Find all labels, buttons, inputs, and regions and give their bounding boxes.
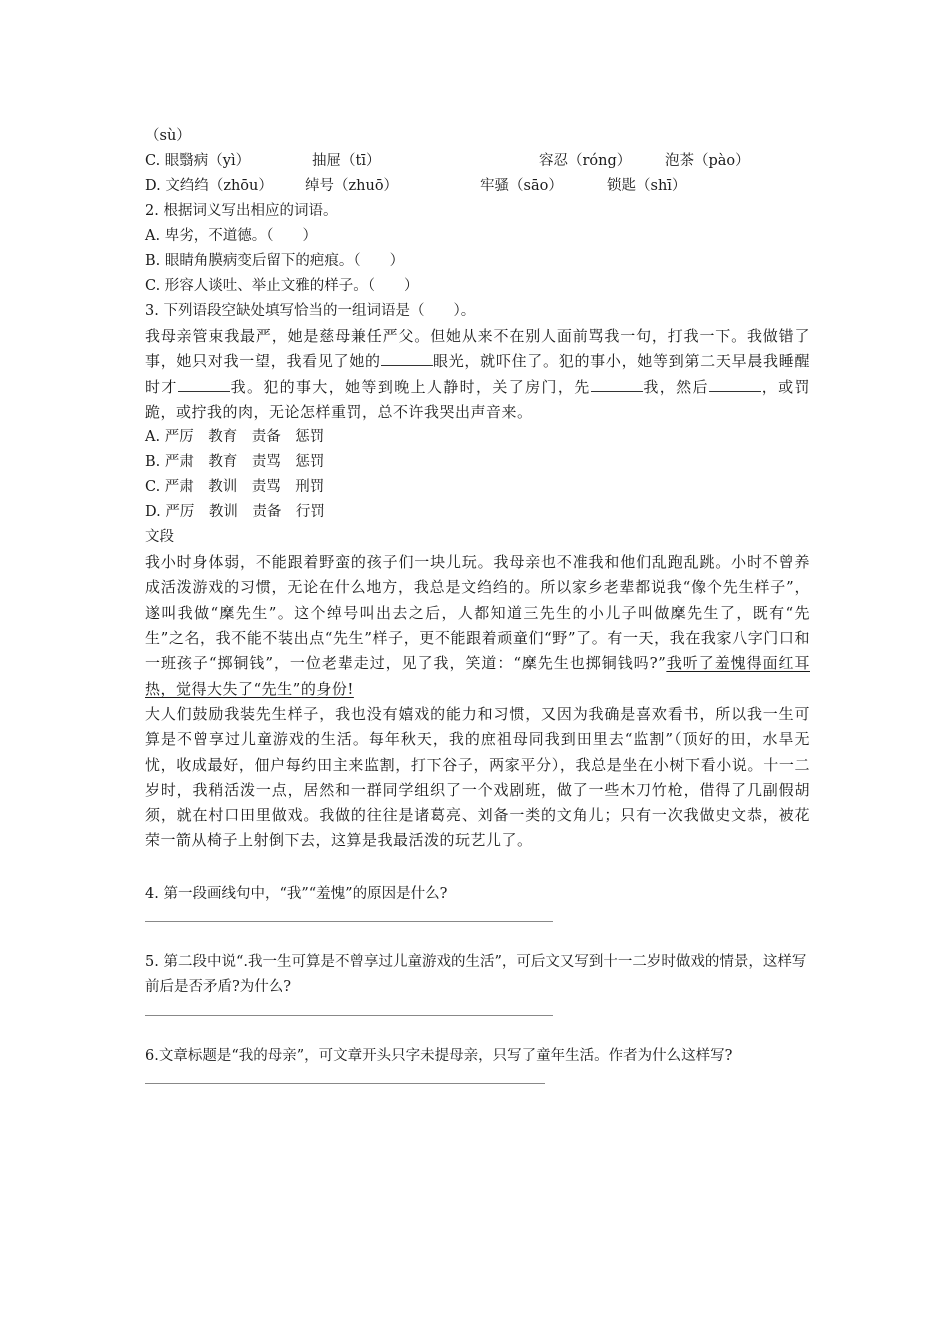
q3-stem: 3. 下列语段空缺处填写恰当的一组词语是（ ）。: [145, 303, 476, 319]
answer-line-6[interactable]: [145, 1083, 545, 1084]
option-d-item-4: 锁匙（shī）: [607, 178, 687, 194]
q3-passage: [145, 324, 810, 425]
q2-b: B. 眼睛角膜病变后留下的疤痕。（ ）: [145, 253, 405, 269]
section-title: 文段: [145, 529, 174, 546]
q3-text-2: 眼光，就吓住了。犯的事小，她等到第二天早晨我睡醒时才: [145, 352, 810, 396]
q3-option-c: C. 严肃 教训 责骂 刑罚: [145, 479, 325, 496]
q3-text-3: 我。犯的事大，她等到晚上人静时，关了房门，先: [229, 377, 591, 396]
q1-tail: （sù）: [145, 128, 191, 144]
q1-option-c: [145, 149, 810, 174]
q3-option-a: A. 严厉 教育 责备 惩罚: [145, 429, 325, 446]
q3-text-5: ，或罚跪，或拧我的肉，无论怎样重罚，总不许我哭出声音来。: [145, 377, 810, 421]
option-c-item-4: 泡茶（pào）: [665, 153, 750, 169]
option-c-item-2: 抽屉（tī）: [312, 153, 381, 169]
fill-blank-1[interactable]: [381, 351, 433, 366]
document-page: [145, 124, 810, 1084]
q2-stem: 2. 根据词义写出相应的词语。: [145, 203, 338, 219]
question-4: 4. 第一段画线句中，“我”“羞愧”的原因是什么?: [145, 885, 448, 902]
passage-paragraph-2: 大人们鼓励我装先生样子，我也没有嬉戏的能力和习惯，又因为我确是喜欢看书，所以我一生可算是不曾享过儿童游戏的生活。每年秋天，我的庶祖母同我到田里去“监割”（顶好的田，水旱无忧，收成最好，佃户每约田主来监割，打下谷子，两家平分），我总是坐在小树下看小说。十一二岁时，我稍活泼一点，居然和一群同学组织了一个戏剧班，做了一些木刀竹枪，借得了几副假胡须，就在村口田里做戏。我做的往往是诸葛亮、刘备一类的文角儿；只有一次我做史文恭，被花荣一箭从椅子上射倒下去，这算是我最活泼的玩艺儿了。: [145, 704, 810, 850]
fill-blank-3[interactable]: [591, 377, 643, 392]
option-d-item-1: D. 文绉绉（zhōu）: [145, 178, 273, 194]
option-c-item-3: 容忍（róng）: [539, 153, 632, 169]
q3-text-4: 我，然后: [642, 377, 709, 396]
option-d-item-2: 绰号（zhuō）: [305, 178, 399, 194]
q3-option-b: B. 严肃 教育 责骂 惩罚: [145, 454, 325, 471]
fill-blank-4[interactable]: [709, 377, 761, 392]
question-5: 5. 第二段中说“.我一生可算是不曾享过儿童游戏的生活”，可后文又写到十一二岁时做戏的情景，这样写前后是否矛盾?为什么?: [145, 954, 807, 996]
q3-option-d: D. 严厉 教训 责备 行罚: [145, 504, 325, 521]
q1-option-d: [145, 174, 810, 199]
passage-paragraph-1: [145, 550, 810, 702]
question-6: 6.文章标题是“我的母亲”，可文章开头只字未提母亲，只写了童年生活。作者为什么这样写?: [145, 1047, 733, 1064]
option-c-item-1: C. 眼翳病（yì）: [145, 153, 251, 169]
q3-text-1: 我母亲管束我最严，她是慈母兼任严父。但她从来不在别人面前骂我一句，打我一下。我做错了事，她只对我一望，我看见了她的: [145, 327, 810, 371]
fill-blank-2[interactable]: [178, 377, 230, 392]
passage-1-text: 我小时身体弱，不能跟着野蛮的孩子们一块儿玩。我母亲也不准我和他们乱跑乱跳。小时不曾养成活泼游戏的习惯，无论在什么地方，我总是文绉绉的。所以家乡老辈都说我“像个先生样子”，遂叫我做“穈先生”。这个绰号叫出去之后，人都知道三先生的小儿子叫做穈先生了，既有“先生”之名，我不能不装出点“先生”样子，更不能跟着顽童们“野”了。有一天，我在我家八字门口和一班孩子“掷铜钱”，一位老辈走过，见了我，笑道：“穈先生也掷铜钱吗?”: [145, 553, 810, 673]
q2-a: A. 卑劣，不道德。（ ）: [145, 228, 317, 244]
underlined-sentence: 我听了羞愧得面红耳热，觉得大失了“先生”的身份!: [145, 654, 810, 698]
option-d-item-3: 牢骚（sāo）: [480, 178, 563, 194]
q2-c: C. 形容人谈吐、举止文雅的样子。（ ）: [145, 278, 419, 294]
